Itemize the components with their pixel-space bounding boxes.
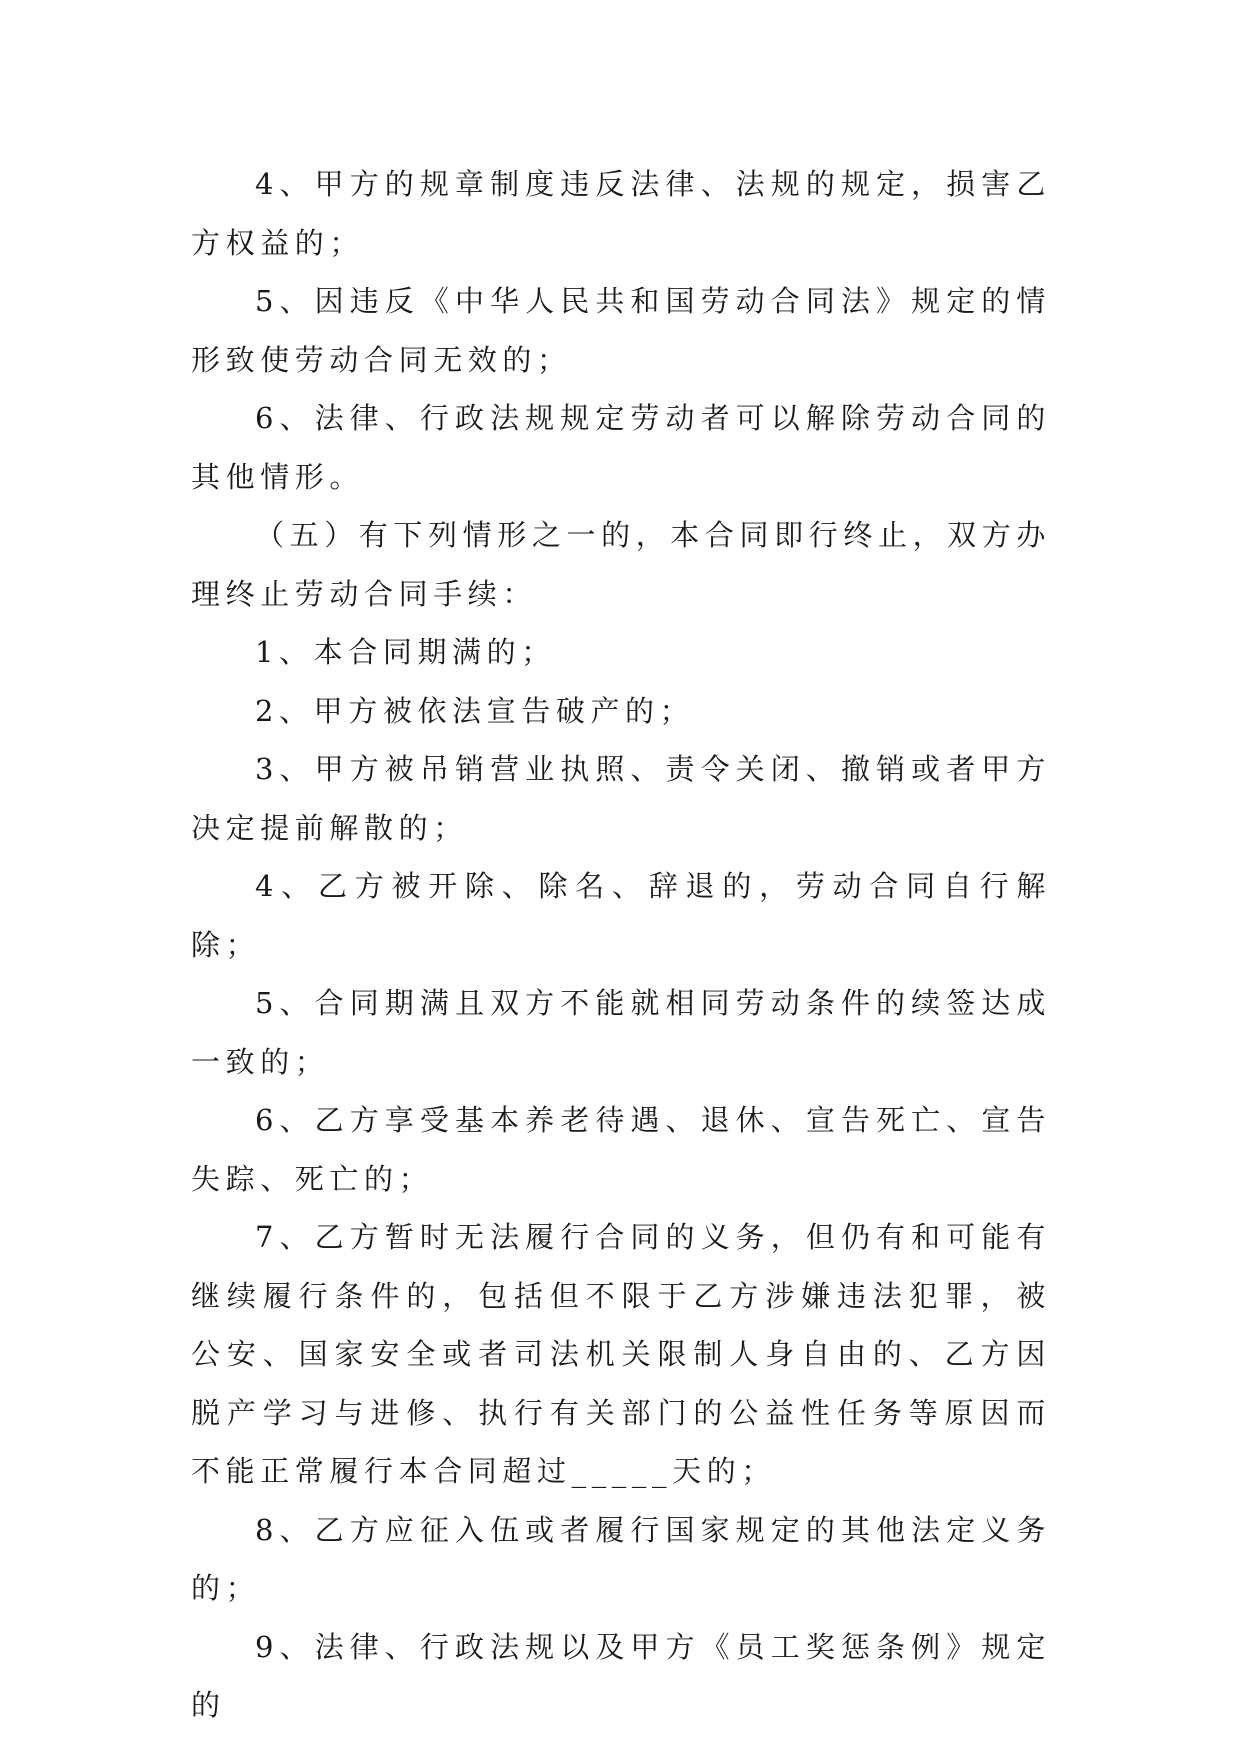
paragraph-termination-item-7: 7、乙方暂时无法履行合同的义务，但仍有和可能有继续履行条件的，包括但不限于乙方涉嫌违法犯罪，被公安、国家安全或者司法机关限制人身自由的、乙方因脱产学习与进修、执行有关部门的公益性任务等原因而不能正常履行本合同超过_____天的；	[191, 1220, 1051, 1488]
document-body	[191, 155, 1051, 1735]
paragraph-termination-item-4: 4、乙方被开除、除名、辞退的，劳动合同自行解除；	[191, 869, 1051, 962]
paragraph-item-6-other-situations: 6、法律、行政法规规定劳动者可以解除劳动合同的其他情形。	[191, 401, 1051, 494]
paragraph-termination-item-8: 8、乙方应征入伍或者履行国家规定的其他法定义务的；	[191, 1512, 1051, 1605]
paragraph-section-5-termination: （五）有下列情形之一的，本合同即行终止，双方办理终止劳动合同手续：	[191, 518, 1051, 611]
paragraph-termination-item-6: 6、乙方享受基本养老待遇、退休、宣告死亡、宣告失踪、死亡的；	[191, 1103, 1051, 1196]
paragraph-termination-item-2: 2、甲方被依法宣告破产的；	[255, 693, 695, 728]
paragraph-termination-item-5: 5、合同期满且双方不能就相同劳动条件的续签达成一致的；	[191, 986, 1051, 1079]
paragraph-termination-item-1: 1、本合同期满的；	[255, 635, 556, 669]
paragraph-item-5-contract-invalid: 5、因违反《中华人民共和国劳动合同法》规定的情形致使劳动合同无效的；	[191, 284, 1051, 377]
paragraph-item-4-rules-violation: 4、甲方的规章制度违反法律、法规的规定，损害乙方权益的；	[191, 167, 1051, 260]
paragraph-termination-item-3: 3、甲方被吊销营业执照、责令关闭、撤销或者甲方决定提前解散的；	[191, 752, 1051, 845]
paragraph-termination-item-9: 9、法律、行政法规以及甲方《员工奖惩条例》规定的	[191, 1629, 1051, 1722]
